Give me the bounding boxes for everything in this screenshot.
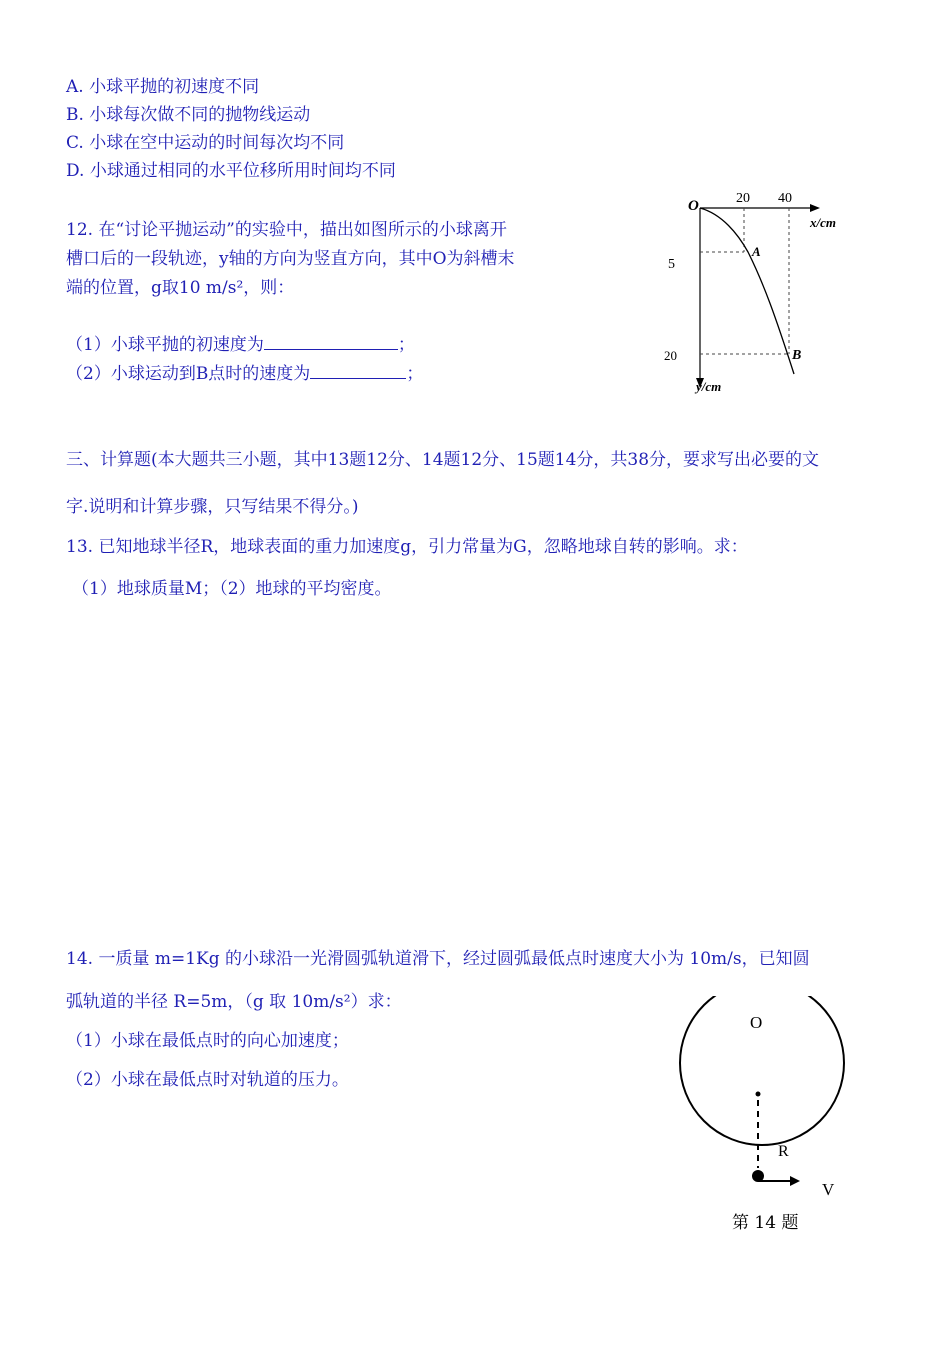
q13-line-2: （1）地球质量M；（2）地球的平均密度。 xyxy=(72,579,392,599)
trajectory-figure xyxy=(660,188,850,400)
x-axis-arrow xyxy=(810,204,820,212)
q14-sub-1: （1）小球在最低点时的向心加速度； xyxy=(66,1031,349,1051)
q12-line-1: 12. 在“讨论平抛运动”的实验中，描出如图所示的小球离开 xyxy=(66,220,507,240)
velocity-label: V xyxy=(822,1180,835,1199)
q12-sub-1-end: ； xyxy=(397,335,415,355)
q12-sub-1-text: （1）小球平抛的初速度为 xyxy=(66,335,264,355)
q14-line-1: 14. 一质量 m=1Kg 的小球沿一光滑圆弧轨道滑下，经过圆弧最低点时速度大小为 10m/s，已知圆 xyxy=(66,949,810,969)
answer-blank-2[interactable] xyxy=(310,362,406,379)
section-3-line-1: 三、计算题(本大题共三小题，其中13题12分、14题12分、15题14分，共38分，要求写出必要的文 xyxy=(66,450,820,470)
q14-sub-2: （2）小球在最低点时对轨道的压力。 xyxy=(66,1070,349,1090)
option-a: A. 小球平抛的初速度不同 xyxy=(66,77,260,97)
y-axis-label: y/cm xyxy=(696,379,722,394)
figure-14-caption: 第 14 题 xyxy=(732,1213,799,1233)
q12-sub-2-text: （2）小球运动到B点时的速度为 xyxy=(66,364,311,384)
q12-sub-1 xyxy=(66,333,415,356)
section-3-line-2: 字.说明和计算步骤，只写结果不得分。) xyxy=(66,497,359,517)
q12-sub-2 xyxy=(66,362,423,385)
x-axis-label: x/cm xyxy=(810,215,836,230)
center-dot xyxy=(756,1092,761,1097)
circle-track-figure xyxy=(670,996,850,1206)
y-tick-5: 5 xyxy=(668,257,675,272)
point-a-label: A xyxy=(752,244,761,259)
q14-line-2: 弧轨道的半径 R=5m，（g 取 10m/s²）求： xyxy=(66,992,402,1012)
trajectory-curve xyxy=(700,208,794,374)
q12-sub-2-end: ； xyxy=(406,364,424,384)
option-d: D. 小球通过相同的水平位移所用时间均不同 xyxy=(66,161,396,181)
option-c: C. 小球在空中运动的时间每次均不同 xyxy=(66,133,345,153)
y-tick-20: 20 xyxy=(664,348,677,363)
answer-blank-1[interactable] xyxy=(264,333,398,350)
q12-line-2: 槽口后的一段轨迹，y轴的方向为竖直方向，其中O为斜槽末 xyxy=(66,249,515,269)
center-label: O xyxy=(750,1013,763,1032)
x-tick-20: 20 xyxy=(736,191,750,206)
velocity-arrow-head xyxy=(790,1176,800,1186)
option-b: B. 小球每次做不同的抛物线运动 xyxy=(66,105,311,125)
point-b-label: B xyxy=(792,348,802,363)
radius-label: R xyxy=(778,1143,789,1160)
q13-line-1: 13. 已知地球半径R，地球表面的重力加速度g，引力常量为G，忽略地球自转的影响。求： xyxy=(66,537,748,557)
x-tick-40: 40 xyxy=(778,191,792,206)
origin-label: O xyxy=(688,198,699,214)
q12-line-3: 端的位置，g取10 m/s²，则： xyxy=(66,278,295,298)
